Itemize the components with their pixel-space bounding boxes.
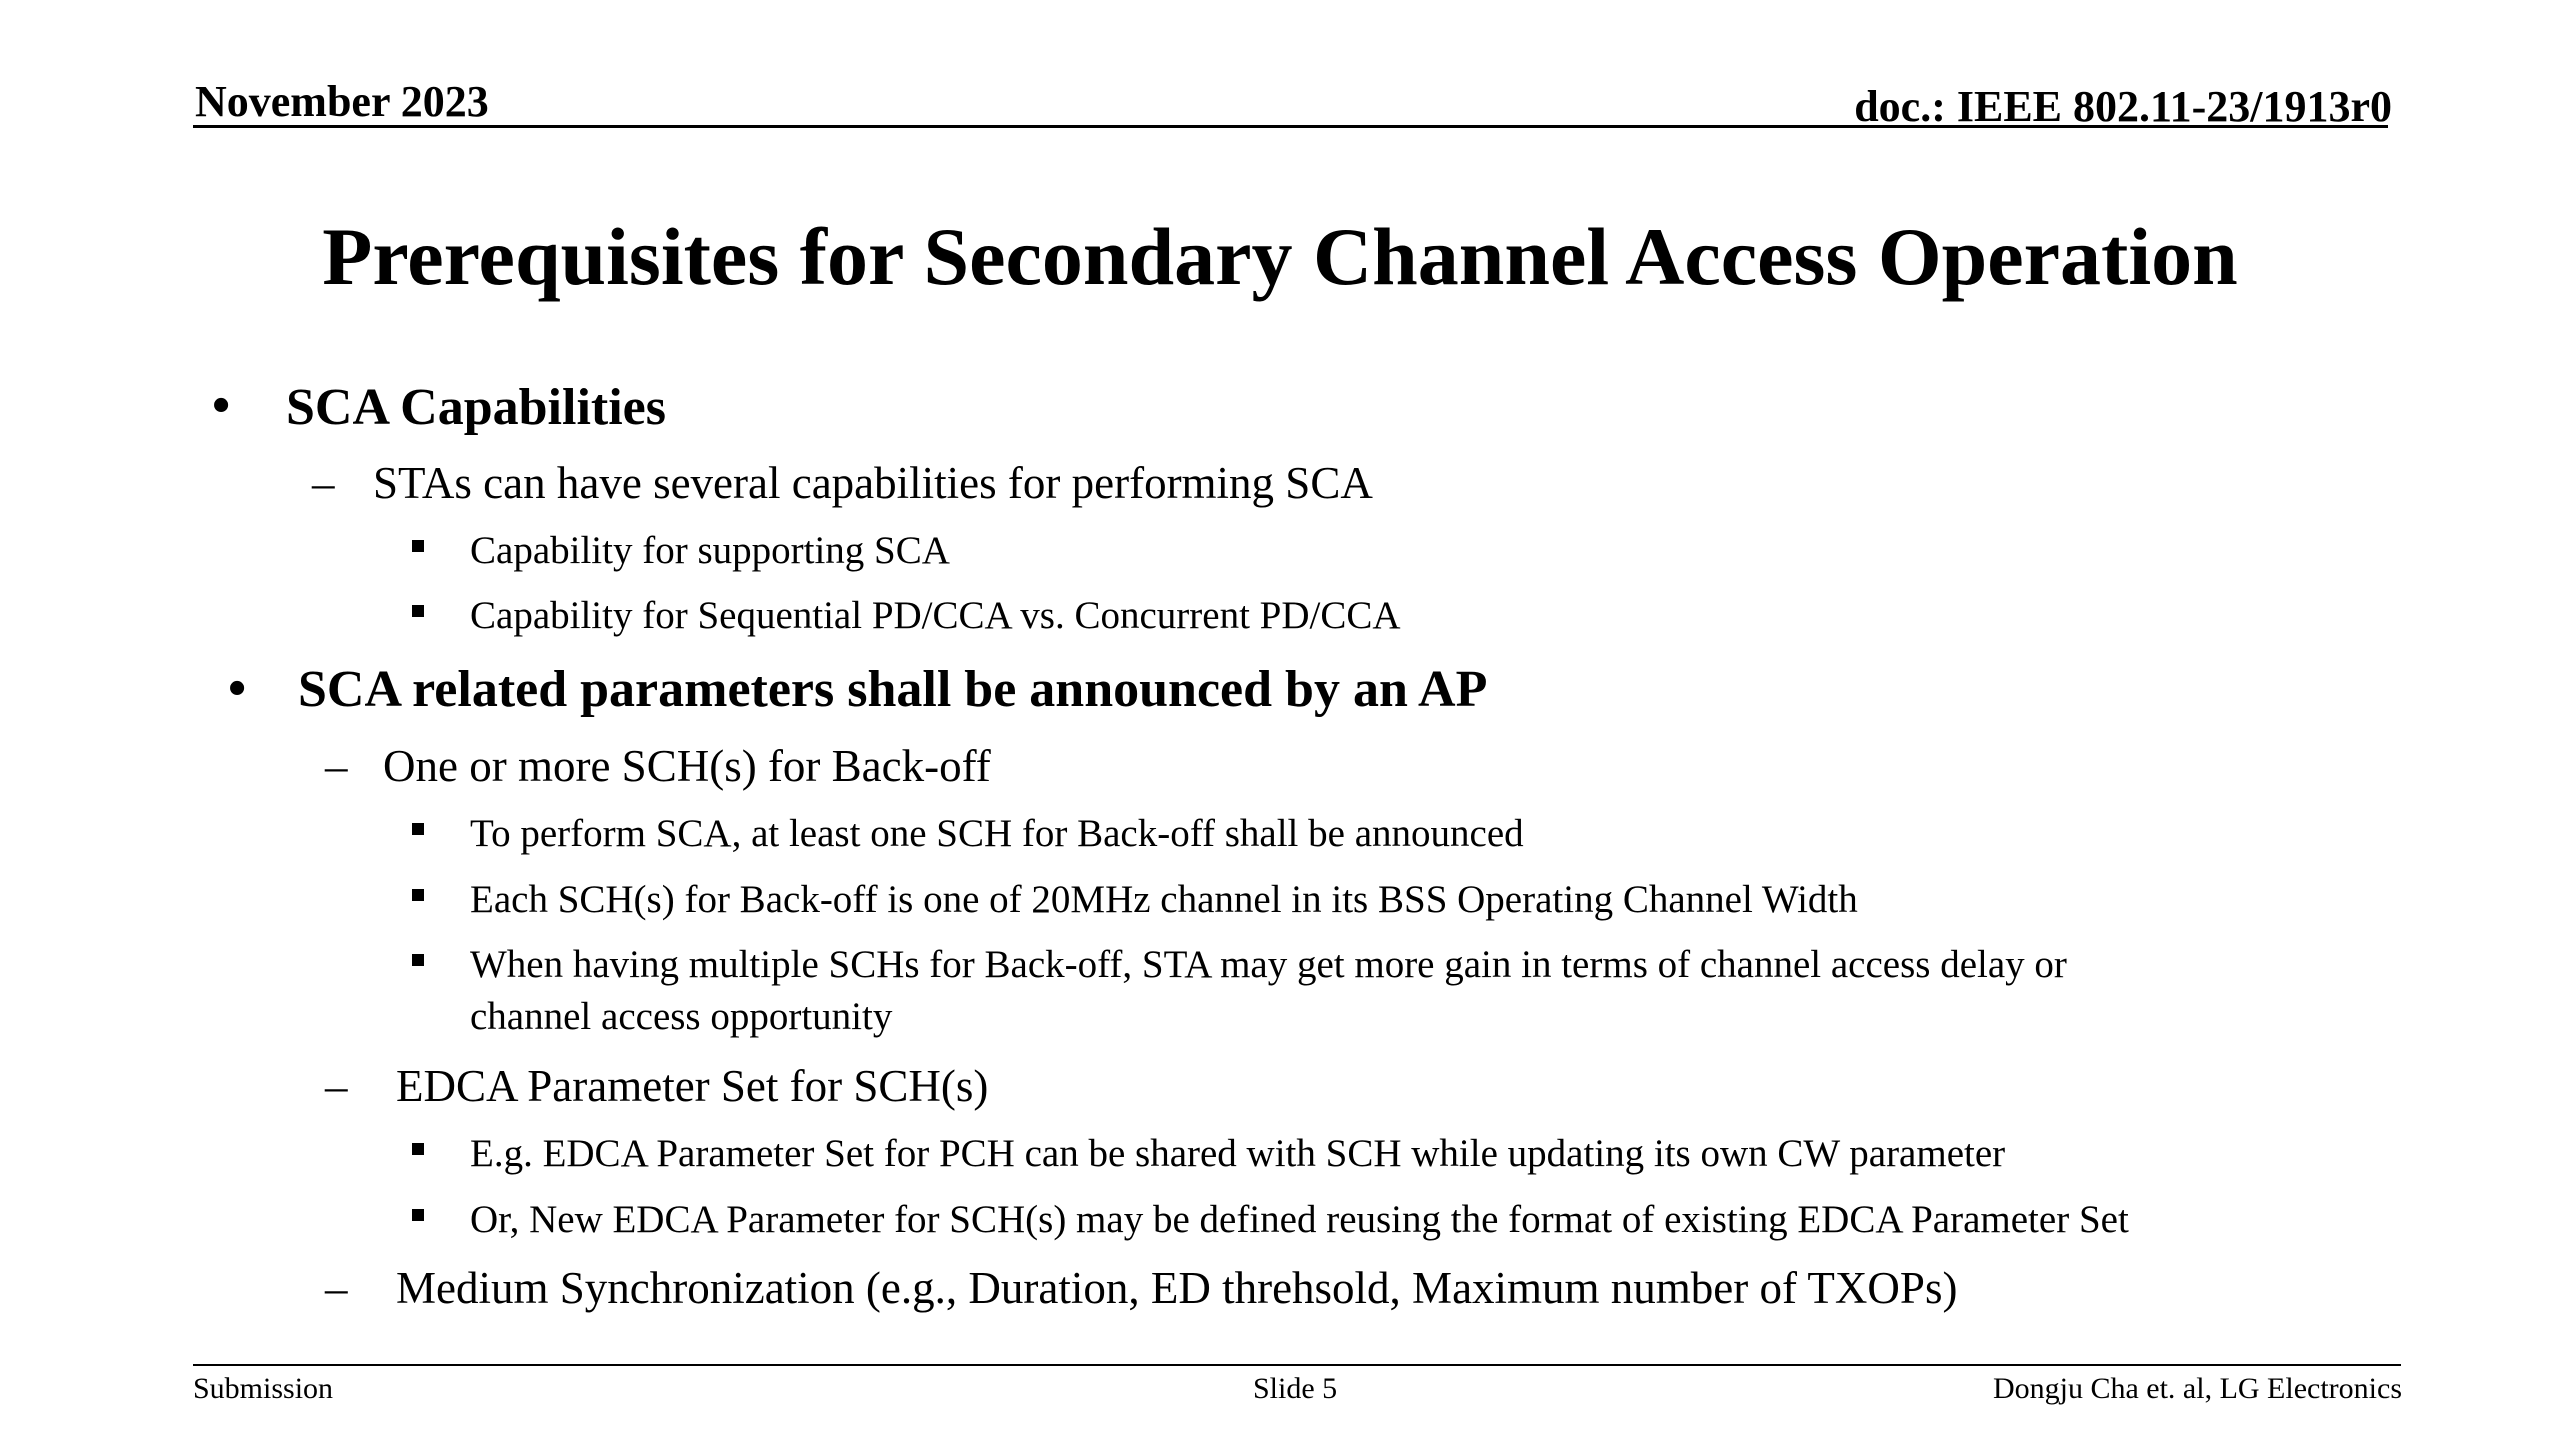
header-date: November 2023: [195, 77, 489, 126]
section2-sub1-text: One or more SCH(s) for Back-off: [383, 741, 991, 791]
footer-rule: [193, 1364, 2401, 1366]
section1-sub1-item: Capability for Sequential PD/CCA vs. Concurrent PD/CCA: [470, 594, 1401, 637]
section2-sub1-item: When having multiple SCHs for Back-off, STA may get more gain in terms of channel access delay or: [470, 943, 2067, 986]
section1-sub1-text: STAs can have several capabilities for performing SCA: [373, 458, 1373, 508]
header-rule: [193, 125, 2388, 128]
square-bullet-icon: [412, 540, 424, 552]
section2-sub3-text: Medium Synchronization (e.g., Duration, ED threhsold, Maximum number of TXOPs): [396, 1263, 1958, 1313]
section1-sub1-item: Capability for supporting SCA: [470, 529, 950, 572]
footer-author: Dongju Cha et. al, LG Electronics: [1992, 1372, 2402, 1405]
section2-sub2-item: E.g. EDCA Parameter Set for PCH can be shared with SCH while updating its own CW parameter: [470, 1132, 2006, 1175]
dash-marker: –: [312, 458, 335, 508]
square-bullet-icon: [412, 605, 424, 617]
section2-sub2-text: EDCA Parameter Set for SCH(s): [396, 1061, 989, 1111]
section2-sub2-item: Or, New EDCA Parameter for SCH(s) may be defined reusing the format of existing EDCA Parameter Set: [470, 1198, 2129, 1241]
section2-sub1-item-continuation: channel access opportunity: [470, 995, 893, 1038]
square-bullet-icon: [412, 889, 424, 901]
section2-heading: SCA related parameters shall be announced by an AP: [298, 661, 1488, 718]
dash-marker: –: [325, 1263, 348, 1313]
square-bullet-icon: [412, 954, 424, 966]
header-doc-id: doc.: IEEE 802.11-23/1913r0: [1854, 82, 2392, 131]
slide-title: Prerequisites for Secondary Channel Access Operation: [322, 211, 2238, 302]
square-bullet-icon: [412, 823, 424, 835]
bullet-marker: •: [228, 660, 247, 717]
square-bullet-icon: [412, 1143, 424, 1155]
section2-sub1-item: To perform SCA, at least one SCH for Back-off shall be announced: [470, 812, 1524, 855]
dash-marker: –: [325, 741, 348, 791]
bullet-marker: •: [212, 377, 231, 434]
dash-marker: –: [325, 1061, 348, 1111]
footer-submission: Submission: [193, 1372, 334, 1405]
square-bullet-icon: [412, 1209, 424, 1221]
section1-heading: SCA Capabilities: [286, 379, 666, 436]
section2-sub1-item: Each SCH(s) for Back-off is one of 20MHz channel in its BSS Operating Channel Width: [470, 878, 1858, 921]
footer-slide-number: Slide 5: [1253, 1372, 1338, 1405]
